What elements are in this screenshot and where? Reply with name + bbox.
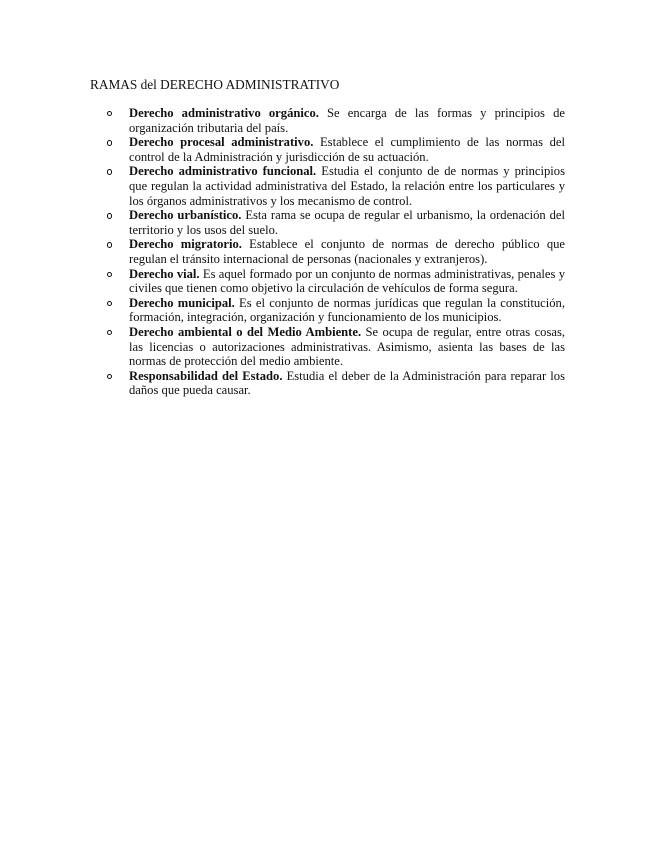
branch-term: Derecho ambiental o del Medio Ambiente. bbox=[129, 324, 362, 339]
branch-description: Establece el conjunto de normas de derecho público que regulan el tránsito internacional de personas (nacionales y extranjeros). bbox=[129, 237, 566, 266]
list-item bbox=[107, 296, 565, 325]
list-item bbox=[107, 237, 565, 266]
branch-term: Derecho administrativo funcional. bbox=[129, 164, 317, 179]
hollow-circle-bullet-icon bbox=[107, 301, 112, 306]
hollow-circle-bullet-icon bbox=[107, 272, 112, 277]
hollow-circle-bullet-icon bbox=[107, 330, 112, 335]
hollow-circle-bullet-icon bbox=[107, 111, 112, 116]
hollow-circle-bullet-icon bbox=[107, 140, 112, 145]
branch-description: Es aquel formado por un conjunto de normas administrativas, penales y civiles que tienen como objetivo la circulación de vehículos de forma segura. bbox=[129, 266, 565, 296]
list-item bbox=[107, 164, 565, 208]
hollow-circle-bullet-icon bbox=[107, 213, 112, 218]
branch-description: Establece el cumplimiento de las normas del control de la Administración y jurisdicción de su actuación. bbox=[129, 135, 565, 164]
branch-description: Estudia el conjunto de de normas y principios que regulan la actividad administrativa del Estado, la relación entre los particulares y los órganos administrativos y los mecanismo de control. bbox=[129, 164, 566, 208]
list-item bbox=[107, 267, 565, 296]
list-item bbox=[107, 106, 565, 135]
branch-term: Derecho urbanístico. bbox=[129, 208, 242, 223]
hollow-circle-bullet-icon bbox=[107, 374, 112, 379]
list-item bbox=[107, 325, 565, 369]
branch-description: Estudia el deber de la Administración para reparar los daños que pueda causar. bbox=[129, 368, 565, 398]
branch-term: Derecho vial. bbox=[129, 266, 200, 281]
document-title: RAMAS del DERECHO ADMINISTRATIVO bbox=[90, 77, 340, 92]
list-item bbox=[107, 135, 565, 164]
branch-term: Responsabilidad del Estado. bbox=[129, 368, 283, 383]
branch-term: Derecho administrativo orgánico. bbox=[129, 106, 319, 120]
list-item bbox=[107, 208, 565, 237]
hollow-circle-bullet-icon bbox=[107, 242, 112, 247]
law-branches-list bbox=[107, 106, 565, 398]
hollow-circle-bullet-icon bbox=[107, 169, 112, 174]
branch-description: Se encarga de las formas y principios de organización tributaria del país. bbox=[129, 106, 565, 135]
branch-description: Se ocupa de regular, entre otras cosas, las licencias o autorizaciones administrativas. Asimismo, asienta las bases de las normas de protección del medio ambiente. bbox=[129, 324, 565, 369]
branch-term: Derecho procesal administrativo. bbox=[129, 135, 314, 150]
branch-description: Esta rama se ocupa de regular el urbanismo, la ordenación del territorio y los usos del suelo. bbox=[129, 208, 566, 237]
branch-term: Derecho municipal. bbox=[129, 295, 235, 310]
list-item bbox=[107, 369, 565, 398]
branch-term: Derecho migratorio. bbox=[129, 237, 242, 252]
branch-description: Es el conjunto de normas jurídicas que regulan la constitución, formación, integración, organización y funcionamiento de los municipios. bbox=[129, 295, 566, 325]
